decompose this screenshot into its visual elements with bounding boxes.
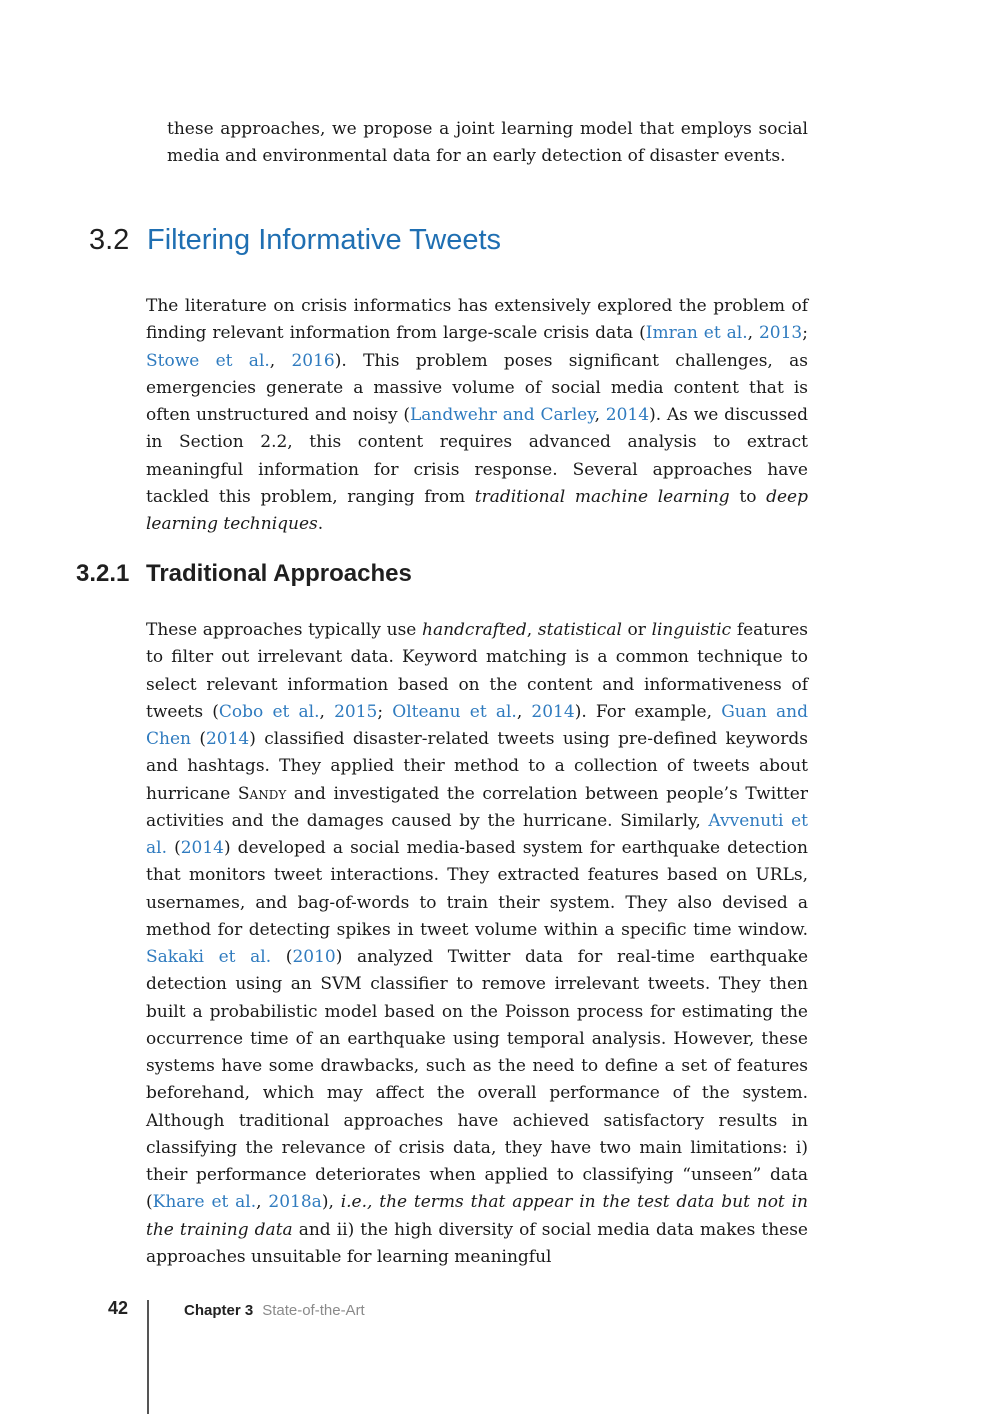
citation-year-link[interactable]: 2014 [180,838,224,858]
chapter-label: Chapter 3 [184,1302,254,1319]
intro-paragraph: these approaches, we propose a joint learning model that employs social media and environmental data for an early detection of disaster events. [167,119,808,167]
citation-year-link[interactable]: 2014 [531,701,575,722]
emphasis-text: i.e., the terms that appear in the test data but not in the training data [146,1192,808,1240]
small-caps-text: Sandy [237,783,287,804]
section-paragraph [146,293,808,538]
subsection-title: Traditional Approaches [146,560,412,587]
citation-year-link[interactable]: 2016 [291,350,335,371]
citation-year-link[interactable]: 2015 [334,701,378,722]
emphasis-text: linguistic [651,620,732,640]
text-run: ( [190,729,206,749]
text-run: ) developed a social media-based system for earthquake detection that monitors tweet interactions. They extracted features based on URLs, usernames, and bag-of-words to train their system. They also devised a method for detecting spikes in tweet volume within a specific time window. [146,838,808,940]
text-run: , [319,701,335,722]
section-heading [89,224,501,257]
citation-link[interactable]: Stowe et al. [146,350,270,371]
text-run: ). This problem poses significant challenges, as emergencies generate a massive volume of social media content that is often unstructured and noisy ( [146,350,808,425]
citation-year-link[interactable]: 2014 [605,405,650,425]
text-run: ; [377,701,393,722]
running-footer [184,1302,365,1319]
citation-link[interactable]: Sakaki et al. [146,947,272,967]
citation-link[interactable]: Cobo et al. [218,701,320,722]
emphasis-text: traditional machine learning [474,486,730,507]
text-run: or [621,620,652,640]
emphasis-text: statistical [537,620,622,640]
text-run: , [516,701,532,722]
citation-link[interactable]: Landwehr and Carley [409,405,595,425]
subsection-paragraph [146,617,808,1271]
subsection-number: 3.2.1 [76,560,130,587]
text-run: features to filter out irrelevant data. Keyword matching is a common technique to select relevant information based on the content and informativeness of tweets ( [146,620,809,722]
emphasis-text: handcrafted [422,620,527,640]
text-run: ), [321,1192,341,1213]
citation-link[interactable]: Khare et al. [152,1192,257,1213]
emphasis-text: deep learning techniques [146,486,808,534]
citation-year-link[interactable]: 2013 [758,323,803,344]
text-run: and ii) the high diversity of social media data makes these approaches unsuitable for learning meaningful [146,1219,808,1267]
text-run: to [729,486,767,507]
text-run: ( [166,838,181,858]
text-run: , [256,1192,269,1213]
page-number: 42 [108,1298,129,1318]
citation-year-link[interactable]: 2018a [268,1192,322,1213]
text-run: , [269,350,292,371]
text-run: The literature on crisis informatics has extensively explored the problem of finding relevant information from large-scale crisis data ( [146,296,808,344]
subsection-heading [76,560,412,588]
text-run: , [594,405,606,425]
text-run: ). As we discussed in Section 2.2, this content requires advanced analysis to extract meaningful information for crisis response. Several approaches have tackled this problem, ranging from [146,405,808,507]
section-title: Filtering Informative Tweets [147,224,502,256]
chapter-name: State-of-the-Art [262,1302,365,1319]
text-run: ) analyzed Twitter data for real-time earthquake detection using an SVM classifier to remove irrelevant tweets. They then built a probabilistic model based on the Poisson process for estimating the occurrence time of an earthquake using temporal analysis. However, these systems have some drawbacks, such as the need to define a set of features beforehand, which may affect the overall performance of the system. Although traditional approaches have achieved satisfactory results in classifying the relevance of crisis data, they have two main limitations: i) their performance deteriorates when applied to classifying “unseen” data ( [146,947,808,1213]
section-number: 3.2 [89,224,130,256]
text-run: ; [802,323,808,344]
citation-year-link[interactable]: 2010 [292,947,336,967]
text-run: . [317,514,324,534]
text-run: , [526,620,538,640]
text-run: ( [271,947,293,967]
citation-link[interactable]: Imran et al. [645,323,748,344]
text-run: and investigated the correlation between people’s Twitter activities and the damages caused by the hurricane. Similarly, [146,783,808,831]
text-run: , [747,323,759,344]
citation-link[interactable]: Avvenuti et al. [146,810,808,858]
footer-divider [147,1300,149,1414]
citation-link[interactable]: Olteanu et al. [392,701,517,722]
text-run: ) classified disaster-related tweets using pre-defined keywords and hashtags. They applied their method to a collection of tweets about hurricane [146,729,808,804]
citation-link[interactable]: Guan and Chen [146,701,808,749]
text-run: ). For example, [574,701,722,722]
citation-year-link[interactable]: 2014 [205,729,250,749]
text-run: These approaches typically use [146,620,423,640]
